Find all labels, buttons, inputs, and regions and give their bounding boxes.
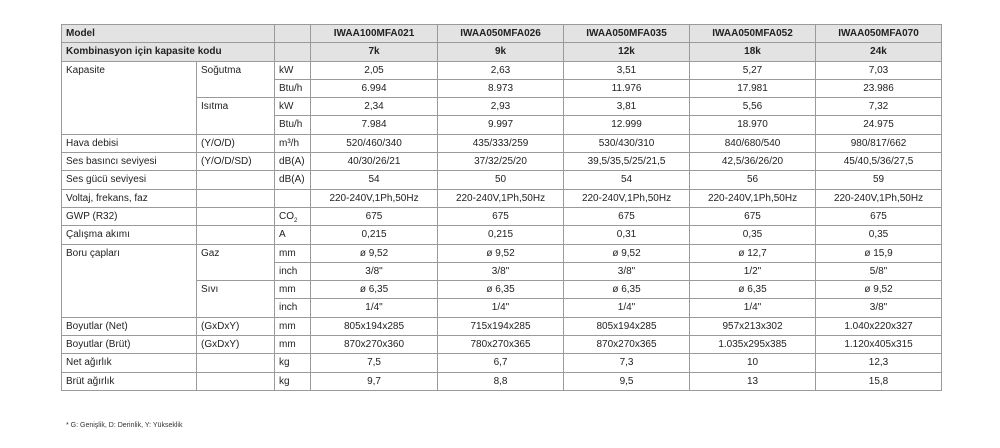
unit-text: A [279,229,286,241]
model-name: IWAA050MFA070 [816,25,942,43]
row-sublabel: Sıvı [197,281,275,318]
row-unit [275,98,311,116]
spec-table [61,24,942,391]
table-cell: ø 9,52 [311,244,438,262]
table-row [62,317,942,335]
table-cell: 9,7 [311,372,438,390]
table-cell: 40/30/26/21 [311,153,438,171]
capacity-code: 12k [564,43,690,61]
table-cell: 0,31 [564,226,690,244]
table-row [62,336,942,354]
table-cell: 1/4" [311,299,438,317]
capacity-code: 7k [311,43,438,61]
table-cell: 12,3 [816,354,942,372]
row-label: GWP (R32) [62,207,197,225]
row-unit [275,281,311,299]
table-cell: 3/8" [816,299,942,317]
capacity-code: 24k [816,43,942,61]
unit-text: kg [279,375,290,387]
capacity-code: 9k [438,43,564,61]
table-cell: 0,215 [311,226,438,244]
table-cell: 5,27 [690,61,816,79]
row-unit [275,354,311,372]
table-cell: 220-240V,1Ph,50Hz [564,189,690,207]
unit-text: mm [279,284,296,296]
table-cell: 1/4" [564,299,690,317]
table-cell: 42,5/36/26/20 [690,153,816,171]
table-cell: 7,3 [564,354,690,372]
row-unit [275,153,311,171]
table-cell: 8.973 [438,79,564,97]
table-cell: ø 6,35 [564,281,690,299]
row-sublabel: (Y/O/D/SD) [197,153,275,171]
table-cell: 18.970 [690,116,816,134]
row-sublabel [197,207,275,225]
unit-text: kW [279,64,294,76]
table-cell: 675 [438,207,564,225]
table-cell: 8,8 [438,372,564,390]
table-cell: 59 [816,171,942,189]
table-cell: 9,5 [564,372,690,390]
row-unit [275,262,311,280]
table-cell: 7.984 [311,116,438,134]
table-cell: 957x213x302 [690,317,816,335]
table-cell: 0,35 [816,226,942,244]
row-unit [275,299,311,317]
table-cell: 435/333/259 [438,134,564,152]
table-cell: 50 [438,171,564,189]
table-row [62,354,942,372]
row-sublabel: Gaz [197,244,275,281]
unit-text: kW [279,101,294,113]
table-cell: ø 9,52 [816,281,942,299]
table-cell: 870x270x360 [311,336,438,354]
table-row [62,171,942,189]
row-sublabel: (Y/O/D) [197,134,275,152]
table-cell: 12.999 [564,116,690,134]
table-cell: 840/680/540 [690,134,816,152]
unit-text: dB(A) [279,156,305,168]
unit-subscript: 2 [294,217,298,224]
row-unit [275,336,311,354]
table-row [62,134,942,152]
row-unit [275,189,311,207]
table-cell: 54 [311,171,438,189]
row-sublabel [197,226,275,244]
table-cell: 520/460/340 [311,134,438,152]
row-label: Brüt ağırlık [62,372,197,390]
table-cell: 1/4" [438,299,564,317]
table-cell: 24.975 [816,116,942,134]
table-cell: 45/40,5/36/27,5 [816,153,942,171]
table-cell: 37/32/25/20 [438,153,564,171]
table-cell: ø 12,7 [690,244,816,262]
table-cell: ø 6,35 [438,281,564,299]
row-unit [275,116,311,134]
model-name: IWAA050MFA035 [564,25,690,43]
table-cell: 3/8" [564,262,690,280]
table-cell: 5/8" [816,262,942,280]
table-cell: ø 15,9 [816,244,942,262]
row-unit [275,134,311,152]
row-sublabel [197,171,275,189]
table-cell: 9.997 [438,116,564,134]
table-cell: 220-240V,1Ph,50Hz [438,189,564,207]
row-sublabel: (GxDxY) [197,336,275,354]
table-cell: 5,56 [690,98,816,116]
row-unit [275,226,311,244]
unit-text: m³/h [279,137,300,149]
table-row [62,226,942,244]
row-unit [275,79,311,97]
table-cell: 2,34 [311,98,438,116]
table-row [62,189,942,207]
table-cell: 56 [690,171,816,189]
model-name: IWAA050MFA026 [438,25,564,43]
table-cell: 980/817/662 [816,134,942,152]
table-cell: 220-240V,1Ph,50Hz [311,189,438,207]
table-row [62,244,942,262]
model-label: Model [62,25,275,43]
row-sublabel: Soğutma [197,61,275,98]
unit-text: Btu/h [279,119,303,131]
table-cell: 11.976 [564,79,690,97]
table-cell: 7,03 [816,61,942,79]
table-cell: 6,7 [438,354,564,372]
table-cell: 675 [311,207,438,225]
table-cell: 675 [816,207,942,225]
unit-text: inch [279,302,298,314]
table-cell: 3/8" [311,262,438,280]
table-cell: 6.994 [311,79,438,97]
row-unit [275,244,311,262]
capacity-code-label: Kombinasyon için kapasite kodu [62,43,275,61]
model-name: IWAA050MFA052 [690,25,816,43]
table-cell: 530/430/310 [564,134,690,152]
table-cell: 1.120x405x315 [816,336,942,354]
table-cell: 2,05 [311,61,438,79]
row-unit [275,317,311,335]
row-label: Hava debisi [62,134,197,152]
row-label: Ses basıncı seviyesi [62,153,197,171]
row-label: Net ağırlık [62,354,197,372]
row-unit [275,171,311,189]
row-label: Ses gücü seviyesi [62,171,197,189]
table-cell: 7,5 [311,354,438,372]
row-sublabel [197,189,275,207]
capacity-code: 18k [690,43,816,61]
table-cell: ø 9,52 [438,244,564,262]
table-cell: 3,51 [564,61,690,79]
table-cell: 10 [690,354,816,372]
table-cell: 54 [564,171,690,189]
row-label: Boyutlar (Brüt) [62,336,197,354]
table-cell: 1.040x220x327 [816,317,942,335]
row-sublabel [197,354,275,372]
table-cell: 805x194x285 [311,317,438,335]
table-cell: 2,93 [438,98,564,116]
table-cell: 1/4" [690,299,816,317]
table-cell: ø 6,35 [690,281,816,299]
table-cell: 1.035x295x385 [690,336,816,354]
row-sublabel: Isıtma [197,98,275,135]
spec-table-container [61,24,941,391]
row-label: Boru çapları [62,244,197,317]
table-row [62,153,942,171]
table-cell: 3,81 [564,98,690,116]
table-cell: 870x270x365 [564,336,690,354]
footnote: * G: Genişlik, D: Derinlik, Y: Yükseklik [66,422,183,429]
unit-text: Btu/h [279,82,303,94]
table-cell: 715x194x285 [438,317,564,335]
table-cell: 39,5/35,5/25/21,5 [564,153,690,171]
row-unit [275,207,311,225]
header-unit-cell [275,43,311,61]
table-cell: 7,32 [816,98,942,116]
row-sublabel: (GxDxY) [197,317,275,335]
table-cell: 13 [690,372,816,390]
table-row [62,207,942,225]
header-unit-cell [275,25,311,43]
table-cell: 675 [564,207,690,225]
table-cell: 675 [690,207,816,225]
table-cell: ø 9,52 [564,244,690,262]
table-cell: 17.981 [690,79,816,97]
model-header-row [62,25,942,43]
table-cell: 0,35 [690,226,816,244]
unit-text: mm [279,247,296,259]
unit-text: mm [279,320,296,332]
row-unit [275,61,311,79]
table-cell: 15,8 [816,372,942,390]
row-unit [275,372,311,390]
table-cell: 780x270x365 [438,336,564,354]
table-cell: 23.986 [816,79,942,97]
table-cell: 0,215 [438,226,564,244]
row-label: Voltaj, frekans, faz [62,189,197,207]
table-cell: 220-240V,1Ph,50Hz [816,189,942,207]
table-cell: 1/2" [690,262,816,280]
unit-text: dB(A) [279,174,305,186]
table-row [62,61,942,79]
table-row [62,372,942,390]
table-cell: 2,63 [438,61,564,79]
table-cell: 3/8" [438,262,564,280]
unit-text: mm [279,339,296,351]
row-sublabel [197,372,275,390]
row-label: Boyutlar (Net) [62,317,197,335]
model-name: IWAA100MFA021 [311,25,438,43]
unit-text: CO [279,210,295,222]
row-label: Çalışma akımı [62,226,197,244]
unit-text: inch [279,265,298,277]
row-label: Kapasite [62,61,197,134]
table-cell: 220-240V,1Ph,50Hz [690,189,816,207]
table-cell: 805x194x285 [564,317,690,335]
unit-text: kg [279,357,290,369]
capacity-code-row [62,43,942,61]
table-cell: ø 6,35 [311,281,438,299]
